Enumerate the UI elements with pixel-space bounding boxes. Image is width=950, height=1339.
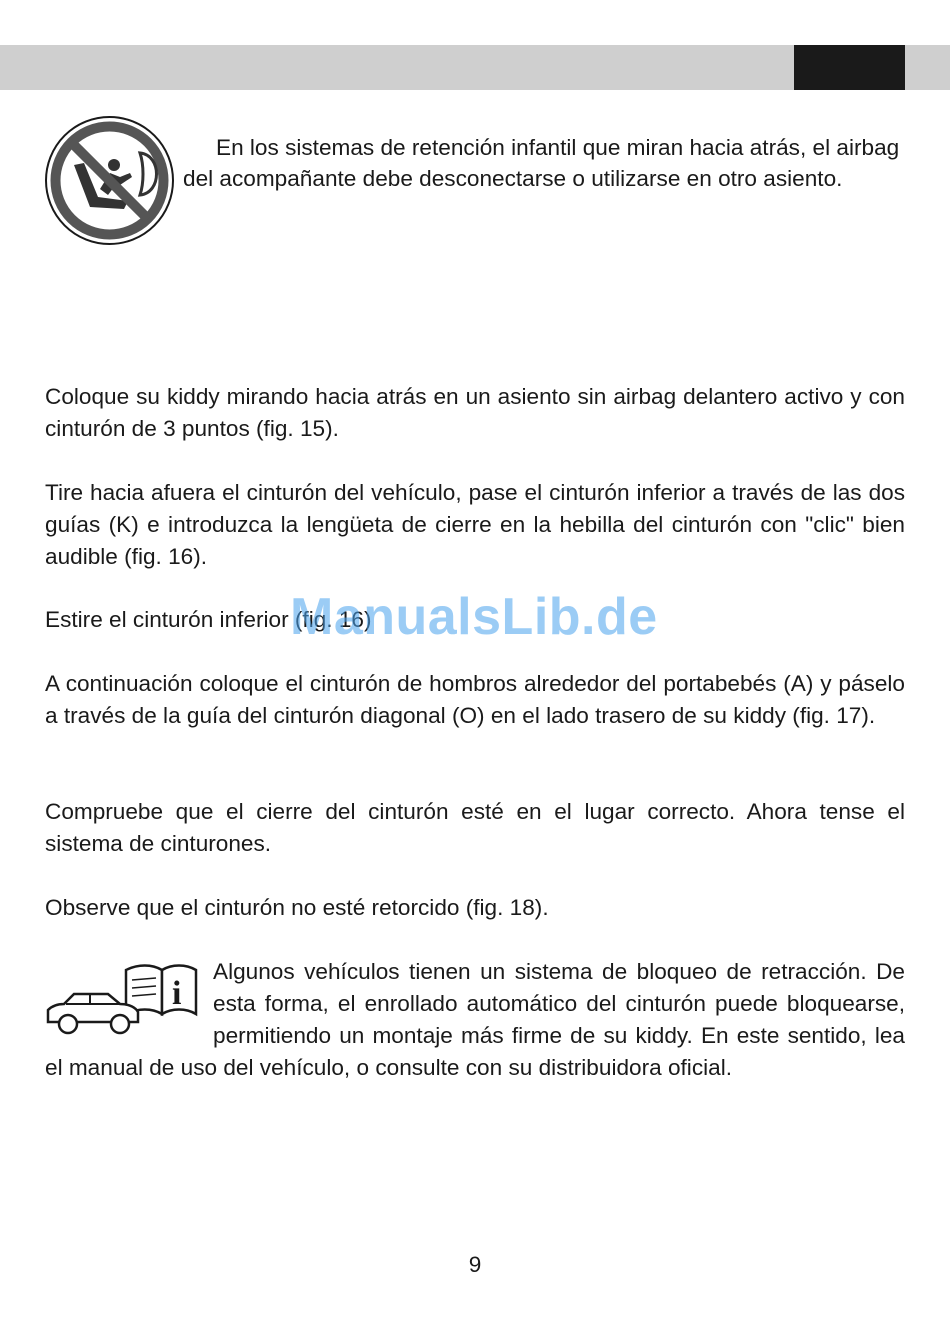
- page-number: 9: [468, 1252, 482, 1277]
- header-tab-block: [794, 45, 905, 90]
- info-text: Algunos vehículos tienen un sistema de bloqueo de retracción. De esta forma, el enrollado automático del cinturón puede bloquearse, permitiendo un montaje más firme de su kiddy. En este sentido, lea el manual de uso del vehículo, o consulte con su distribuidora oficial.: [45, 959, 905, 1080]
- paragraph-belt-not-twisted: Observe que el cinturón no esté retorcido (fig. 18).: [45, 895, 549, 920]
- paragraph-seat-position: Coloque su kiddy mirando hacia atrás en un asiento sin airbag delantero activo y con cinturón de 3 puntos (fig. 15).: [45, 384, 905, 441]
- no-airbag-child-seat-icon: [44, 115, 175, 246]
- airbag-warning-text: En los sistemas de retención infantil que miran hacia atrás, el airbag del acompañante debe desconectarse o utilizarse en otro asiento.: [183, 135, 900, 191]
- svg-text:i: i: [172, 975, 182, 1012]
- paragraph-tighten-lap-belt: Estire el cinturón inferior (fig. 16): [45, 607, 372, 632]
- paragraph-check-buckle: Compruebe que el cierre del cinturón esté en el lugar correcto. Ahora tense el sistema de cinturones.: [45, 799, 905, 856]
- retraction-lock-info-text: [45, 956, 905, 1084]
- watermark-text: ManualsLib.de: [290, 588, 658, 646]
- paragraph-shoulder-belt: A continuación coloque el cinturón de hombros alrededor del portabebés (A) y páselo a través de la guía del cinturón diagonal (O) en el lado trasero de su kiddy (fig. 17).: [45, 671, 905, 728]
- icon-spacer: [45, 956, 213, 1048]
- paragraph-lap-belt: Tire hacia afuera el cinturón del vehículo, pase el cinturón inferior a través de las dos guías (K) e introduzca la lengüeta de cierre en la hebilla del cinturón con "clic" bien audible (fig. 16).: [45, 480, 905, 569]
